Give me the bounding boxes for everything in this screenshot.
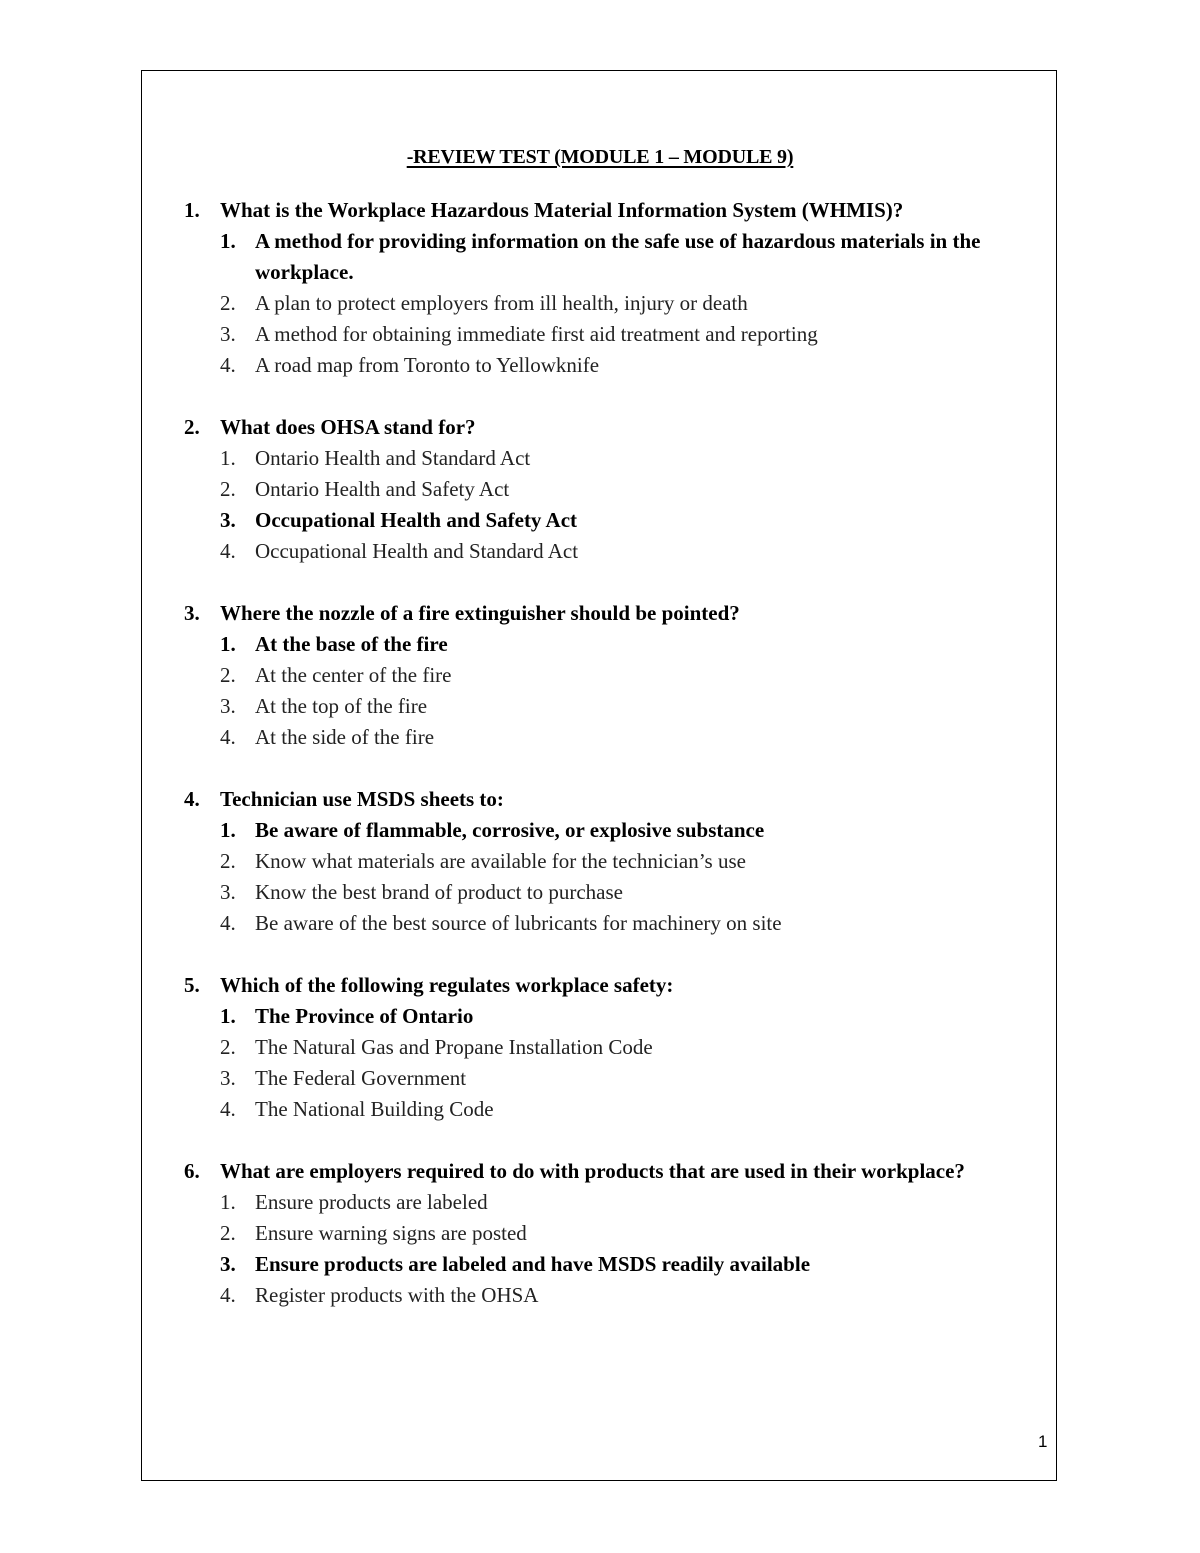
answer-option bbox=[0, 1187, 1200, 1218]
question-item bbox=[0, 1156, 1200, 1311]
question-text bbox=[0, 970, 1200, 1001]
option-text: At the base of the fire bbox=[255, 632, 448, 656]
option-text: Ontario Health and Safety Act bbox=[255, 477, 510, 501]
question-item bbox=[0, 970, 1200, 1125]
option-text: A method for providing information on the safe use of hazardous materials in the workplace. bbox=[255, 229, 981, 284]
option-number: 2. bbox=[220, 477, 236, 501]
answer-option-correct bbox=[0, 629, 1200, 660]
option-number: 1. bbox=[220, 446, 236, 470]
answer-options bbox=[0, 629, 1200, 753]
answer-options bbox=[0, 1187, 1200, 1311]
option-text: The Federal Government bbox=[255, 1066, 467, 1090]
option-number: 2. bbox=[220, 1221, 236, 1245]
answer-option bbox=[0, 536, 1200, 567]
answer-option bbox=[0, 908, 1200, 939]
option-number: 2. bbox=[220, 849, 236, 873]
option-number: 4. bbox=[220, 353, 236, 377]
page-title: -REVIEW TEST (MODULE 1 – MODULE 9) bbox=[406, 146, 794, 168]
answer-option bbox=[0, 1218, 1200, 1249]
question-number: 5. bbox=[184, 973, 200, 997]
answer-option bbox=[0, 319, 1200, 350]
option-text: The Province of Ontario bbox=[255, 1004, 474, 1028]
question-text bbox=[0, 412, 1200, 443]
question-item bbox=[0, 195, 1200, 381]
option-text: Ontario Health and Standard Act bbox=[255, 446, 531, 470]
answer-options bbox=[0, 1001, 1200, 1125]
answer-option bbox=[0, 877, 1200, 908]
answer-option bbox=[0, 1032, 1200, 1063]
question-number: 4. bbox=[184, 787, 200, 811]
answer-options bbox=[0, 815, 1200, 939]
option-text: A method for obtaining immediate first aid treatment and reporting bbox=[255, 322, 818, 346]
option-text: Ensure products are labeled bbox=[255, 1190, 488, 1214]
option-number: 4. bbox=[220, 725, 236, 749]
option-text: Know what materials are available for the technician’s use bbox=[255, 849, 746, 873]
question-text bbox=[0, 784, 1200, 815]
option-number: 1. bbox=[220, 818, 236, 842]
answer-option bbox=[0, 288, 1200, 319]
question-label: Which of the following regulates workplace safety: bbox=[220, 973, 674, 997]
question-item bbox=[0, 598, 1200, 753]
question-item bbox=[0, 784, 1200, 939]
answer-option bbox=[0, 1063, 1200, 1094]
option-text: At the center of the fire bbox=[255, 663, 452, 687]
answer-options bbox=[0, 226, 1200, 381]
question-number: 3. bbox=[184, 601, 200, 625]
answer-option bbox=[0, 846, 1200, 877]
question-label: What is the Workplace Hazardous Material Information System (WHMIS)? bbox=[220, 198, 904, 222]
page-number: 1 bbox=[1038, 1432, 1048, 1451]
option-text: A road map from Toronto to Yellowknife bbox=[255, 353, 600, 377]
question-number: 6. bbox=[184, 1159, 200, 1183]
option-number: 3. bbox=[220, 694, 236, 718]
answer-option bbox=[0, 350, 1200, 381]
option-text: Ensure warning signs are posted bbox=[255, 1221, 527, 1245]
option-text: Be aware of flammable, corrosive, or explosive substance bbox=[255, 818, 765, 842]
question-text bbox=[0, 1156, 1200, 1187]
question-item bbox=[0, 412, 1200, 567]
question-text bbox=[0, 195, 1200, 226]
question-label: Where the nozzle of a fire extinguisher should be pointed? bbox=[220, 601, 740, 625]
option-text: Occupational Health and Standard Act bbox=[255, 539, 579, 563]
option-text: A plan to protect employers from ill health, injury or death bbox=[255, 291, 748, 315]
option-text: At the top of the fire bbox=[255, 694, 428, 718]
question-label: What does OHSA stand for? bbox=[220, 415, 476, 439]
option-text: Register products with the OHSA bbox=[255, 1283, 539, 1307]
option-text: Know the best brand of product to purchase bbox=[255, 880, 623, 904]
question-number: 1. bbox=[184, 198, 200, 222]
option-number: 3. bbox=[220, 508, 236, 532]
option-text: Occupational Health and Safety Act bbox=[255, 508, 578, 532]
option-number: 4. bbox=[220, 539, 236, 563]
answer-option-correct bbox=[0, 505, 1200, 536]
question-label: What are employers required to do with products that are used in their workplace? bbox=[220, 1159, 965, 1183]
option-number: 2. bbox=[220, 663, 236, 687]
option-number: 4. bbox=[220, 1283, 236, 1307]
option-number: 2. bbox=[220, 291, 236, 315]
option-number: 4. bbox=[220, 911, 236, 935]
question-label: Technician use MSDS sheets to: bbox=[220, 787, 504, 811]
option-number: 1. bbox=[220, 1004, 236, 1028]
option-number: 3. bbox=[220, 880, 236, 904]
option-text: The Natural Gas and Propane Installation Code bbox=[255, 1035, 653, 1059]
question-list bbox=[0, 195, 1200, 1342]
answer-option bbox=[0, 1280, 1200, 1311]
option-number: 3. bbox=[220, 1066, 236, 1090]
option-text: Ensure products are labeled and have MSDS readily available bbox=[255, 1252, 811, 1276]
answer-option bbox=[0, 722, 1200, 753]
answer-option-correct bbox=[0, 226, 1200, 288]
answer-option bbox=[0, 474, 1200, 505]
answer-option-correct bbox=[0, 815, 1200, 846]
option-number: 3. bbox=[220, 1252, 236, 1276]
option-number: 1. bbox=[220, 229, 236, 253]
answer-options bbox=[0, 443, 1200, 567]
option-number: 1. bbox=[220, 1190, 236, 1214]
answer-option bbox=[0, 1094, 1200, 1125]
option-number: 2. bbox=[220, 1035, 236, 1059]
option-number: 4. bbox=[220, 1097, 236, 1121]
question-number: 2. bbox=[184, 415, 200, 439]
option-text: The National Building Code bbox=[255, 1097, 494, 1121]
answer-option-correct bbox=[0, 1001, 1200, 1032]
option-text: Be aware of the best source of lubricants for machinery on site bbox=[255, 911, 782, 935]
answer-option-correct bbox=[0, 1249, 1200, 1280]
question-text bbox=[0, 598, 1200, 629]
answer-option bbox=[0, 660, 1200, 691]
answer-option bbox=[0, 443, 1200, 474]
option-number: 3. bbox=[220, 322, 236, 346]
option-number: 1. bbox=[220, 632, 236, 656]
option-text: At the side of the fire bbox=[255, 725, 435, 749]
answer-option bbox=[0, 691, 1200, 722]
